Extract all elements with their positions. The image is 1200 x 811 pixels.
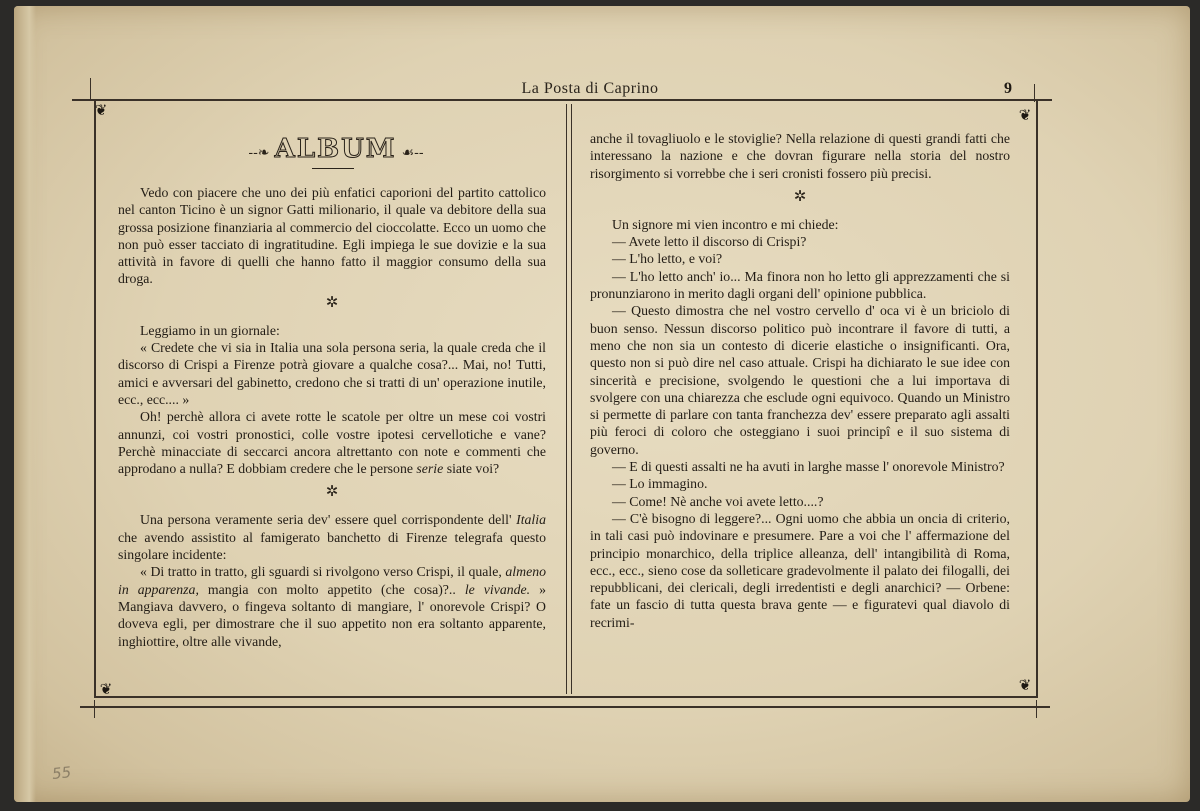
left-p6-text-a: « Di tratto in tratto, gli sguardi si rivolgono verso Crispi, il quale, <box>140 564 506 580</box>
right-line-8: — Come! Nè anche voi avete letto....? <box>612 493 824 509</box>
left-paragraph-4 <box>118 408 546 477</box>
corner-ornament-top-left-icon: ❦ <box>94 101 108 119</box>
corner-ornament-bottom-left-icon: ❦ <box>99 680 113 698</box>
header-tick-right <box>1034 84 1035 102</box>
frame-bottom-border <box>94 696 1038 698</box>
left-p5-text-a: Una persona veramente seria dev' essere quel corrispondente dell' <box>140 512 517 528</box>
pencil-margin-note: 55 <box>51 763 72 783</box>
frame-right-border <box>1036 100 1038 696</box>
album-underline <box>312 168 354 169</box>
corner-ornament-bottom-right-icon: ❦ <box>1018 676 1032 694</box>
page-number: 9 <box>1004 80 1012 97</box>
left-paragraph-6 <box>118 563 546 649</box>
header-rule <box>72 99 1052 101</box>
footer-rule <box>80 706 1050 708</box>
frame-left-border <box>94 100 96 696</box>
right-line-4: — L'ho letto anch' io... Ma finora non ho letto gli apprezzamenti che si pronunziarono in merito dagli organi dell' opinione pubblica. <box>590 268 1010 302</box>
right-column <box>590 130 1010 631</box>
left-column <box>118 184 546 650</box>
header-tick-left <box>90 78 91 100</box>
column-divider-1 <box>566 104 567 694</box>
left-paragraph-2: Leggiamo in un giornale: <box>140 322 280 338</box>
left-p5-text-b: che avendo assistito al famigerato banchetto di Firenze telegrafa questo singolare incidente: <box>118 529 546 563</box>
section-star-icon: ✲ <box>793 188 807 205</box>
section-star-icon: ✲ <box>325 484 339 501</box>
running-header-title: La Posta di Caprino <box>521 80 659 97</box>
section-star-icon: ✲ <box>325 294 339 311</box>
right-line-1: Un signore mi vien incontro e mi chiede: <box>612 216 839 232</box>
right-line-5: — Questo dimostra che nel vostro cervello d' oca vi è un briciolo di buon senso. Nessun discorso politico può incontrare il favore di tutti, a meno che non sia un contesto di dicerie elastiche o insignificanti. Ora, questo non si può dire nel caso attuale. Crispi ha dichiarato le sue idee con sincerità e precisione, svolgendo le questioni che a lui importava di svolgere con una chiarezza che esclude ogni equivoco. Quando un Ministro si permette di parlare con tanta franchezza dev' essere preparato agli assalti più feroci di coloro che osteggiano i suoi principî e il suo sistema di governo. <box>590 303 1010 457</box>
right-paragraph-1: anche il tovagliuolo e le stoviglie? Nella relazione di questi grandi fatti che interessano la nazione e che dovran figurare nella storia del nostro risorgimento si vorrebbe che i seri cronisti fossero più precisi. <box>590 131 1010 181</box>
album-heading: ALBUM <box>274 134 397 164</box>
left-paragraph-5 <box>118 511 546 563</box>
flourish-left-icon: --❧ <box>248 144 270 161</box>
left-paragraph-quote: « Credete che vi sia in Italia una sola persona seria, la quale creda che il discorso di Crispi a Firenze potrà giovare a qualche cosa?... Mai, no! Tutti, amici e avversari del gabinetto, credono che si tratti di un' operazione inutile, ecc., ecc.... » <box>118 340 546 407</box>
corner-ornament-top-right-icon: ❦ <box>1018 106 1032 124</box>
flourish-right-icon: ☙-- <box>401 144 424 161</box>
left-p4-text-b: siate voi? <box>443 461 500 477</box>
left-paragraph-1: Vedo con piacere che uno dei più enfatici caporioni del partito cattolico nel canton Ticino è un signor Gatti milionario, il quale va debitore della sua grossa posizione finanziaria al commercio del cioccolatte. Ecco un uomo che non può esser tacciato di ingratitudine. Egli impiega le sue dovizie e la sua attività in favore di quelli che hanno fatto il maggior consumo della sua droga. <box>118 185 546 287</box>
album-section-title <box>232 134 440 166</box>
column-divider-2 <box>571 104 572 694</box>
right-line-9: — C'è bisogno di leggere?... Ogni uomo che abbia un oncia di criterio, in tali casi può indovinare e presumere. Pare a voi che l' affermazione del principio monarchico, della triplice alleanza, dell' intangibilità di Roma, ecc., ecc., sieno cose da solleticare gradevolmente il palato dei filogalli, dei repubblicani, dei clericali, degli irredentisti e degli anarchici? — Orbene: fate un fascio di tutta questa brava gente — e figuratevi qual diavolo di recrimi- <box>590 510 1010 630</box>
left-p6-italic-2: le vivande. <box>464 581 531 597</box>
right-line-7: — Lo immagino. <box>612 476 708 492</box>
left-p4-text-a: Oh! perchè allora ci avete rotte le scatole per oltre un mese coi vostri annunzi, coi vostri pronostici, colle vostre ipotesi cervellotiche e vane? Perchè minacciate di seccarci ancora altrettanto con note e commenti che approdano a nulla? E dobbiam credere che le persone <box>118 409 546 477</box>
left-p6-text-b: mangia con molto appetito (che cosa)?.. <box>198 581 465 597</box>
right-line-3: — L'ho letto, e voi? <box>612 251 723 267</box>
left-p6-text-c: » Mangiava davvero, o fingeva soltanto di mangiare, l' onorevole Crispi? O doveva egli, per dimostrare che il suo appetito non era soltanto apparente, inghiottire, oltre alle vivande, <box>118 581 546 649</box>
page-spine-edge <box>14 6 36 802</box>
left-p6-italic-1: almeno in apparenza, <box>118 564 546 597</box>
left-p4-italic: serie <box>416 461 444 477</box>
footer-tick-left <box>94 700 95 718</box>
left-p5-italic: Italia <box>516 512 546 528</box>
footer-tick-right <box>1036 700 1037 718</box>
right-line-6: — E di questi assalti ne ha avuti in larghe masse l' onorevole Ministro? <box>612 459 1005 475</box>
right-line-2: — Avete letto il discorso di Crispi? <box>612 234 807 250</box>
